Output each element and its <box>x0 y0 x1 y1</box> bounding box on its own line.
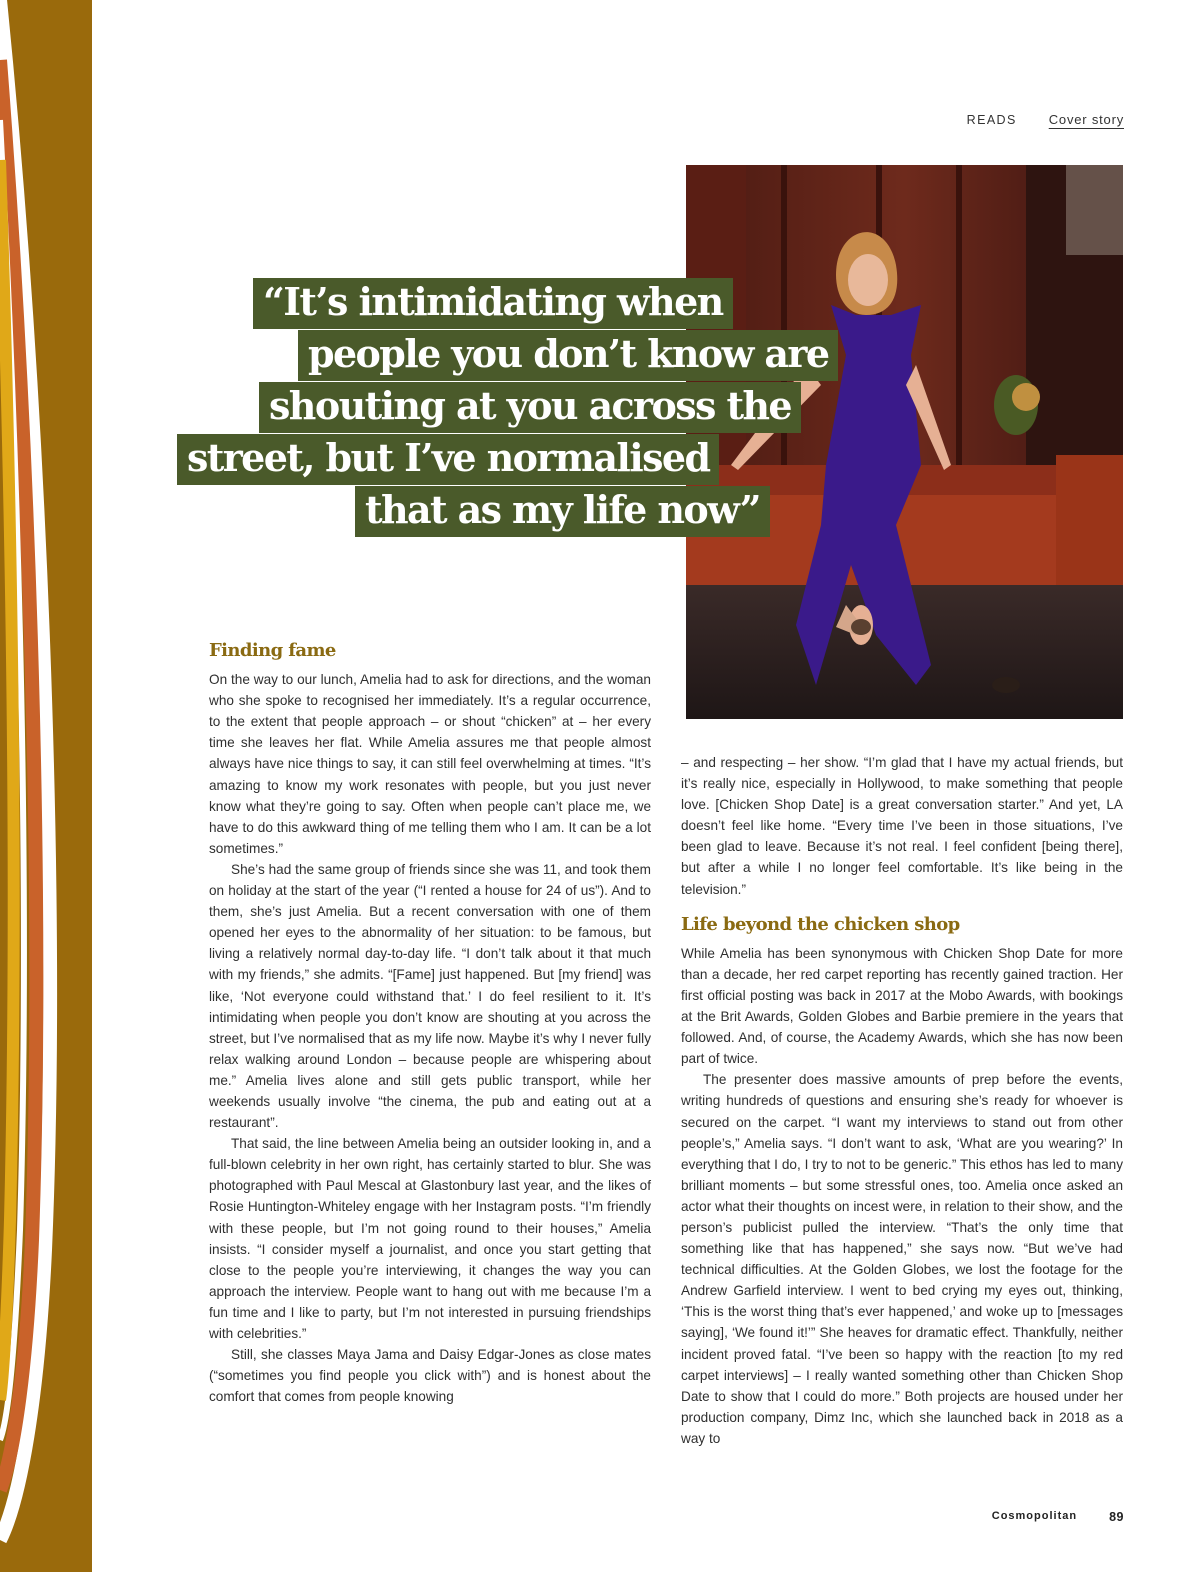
section-heading-life-beyond: Life beyond the chicken shop <box>681 913 960 935</box>
pull-quote-line-5: that as my life now” <box>355 486 770 537</box>
paragraph: – and respecting – her show. “I’m glad that I have my actual friends, but it’s really nice, especially in Hollywood, to make something that people love. [Chicken Shop Date] is a great conversation starter.” And yet, LA doesn’t feel like home. “Every time I’ve been in those situations, I’ve been glad to leave. Because it’s not real. I feel confident [being there], but after a while I no longer feel comfortable. It’s like being in the television.” <box>681 755 1123 897</box>
pull-quote-line-2: people you don’t know are <box>298 330 838 381</box>
paragraph: That said, the line between Amelia being an outsider looking in, and a full-blown celebrity in her own right, has certainly started to blur. She was photographed with Paul Mescal at Glastonbury last year, and the likes of Rosie Huntington-Whiteley engage with her Instagram posts. “I’m friendly with these people, but I’m not going round to their houses,” Amelia insists. “I consider myself a journalist, and once you start getting that close to the people you’re interviewing, it changes the way you can approach the interview. People want to hang out with me because I’m a fun time and I like to party, but I’m not interested in pursuing friendships with celebrities.” <box>209 1136 651 1341</box>
article-column-right <box>681 752 1123 1449</box>
page-number: 89 <box>1109 1510 1124 1524</box>
pull-quote-line-1: “It’s intimidating when <box>253 278 733 329</box>
pull-quote-line-3: shouting at you across the <box>259 382 801 433</box>
article-column-left <box>209 640 651 1407</box>
paragraph: Still, she classes Maya Jama and Daisy Edgar-Jones as close mates (“sometimes you find people you click with”) and is honest about the comfort that comes from people knowing <box>209 1347 651 1405</box>
pull-quote-line-4: street, but I’ve normalised <box>177 434 719 485</box>
paragraph: While Amelia has been synonymous with Chicken Shop Date for more than a decade, her red carpet reporting has recently gained traction. Her first official posting was back in 2017 at the Mobo Awards, with bookings at the Brit Awards, Golden Globes and Barbie premiere in the years that followed. And, of course, the Academy Awards, which she has now been part of twice. <box>681 945 1123 1067</box>
section-heading-finding-fame: Finding fame <box>209 640 336 661</box>
page-footer <box>992 1510 1124 1524</box>
paragraph: On the way to our lunch, Amelia had to ask for directions, and the woman who she spoke to recognised her immediately. It’s a regular occurrence, to the extent that people approach – or shout “chicken” at – her every time she leaves her flat. While Amelia assures me that people almost always have nice things to say, it can still feel overwhelming at times. “It’s amazing to know my work resonates with people, but you just never know what they’re going to say. Often when people can’t place me, we have to do this awkward thing of me telling them who I am. It can be a lot sometimes.” <box>209 672 651 856</box>
magazine-name: Cosmopolitan <box>991 1510 1078 1522</box>
section-header <box>967 112 1124 127</box>
decorative-stripes <box>0 0 92 1572</box>
subsection-label[interactable]: Cover story <box>1048 112 1124 127</box>
paragraph: The presenter does massive amounts of prep before the events, writing hundreds of questions and ensuring she’s ready for whoever is secured on the carpet. “I want my interviews to stand out from other people’s,” Amelia says. “I don’t want to ask, ‘What are you wearing?’ In everything that I do, I try to not to be generic.” This ethos has led to many brilliant moments – but some stressful ones, too. Amelia once asked an actor what their thoughts on incest were, in relation to their show, and the person’s publicist pulled the interview. “That’s the only time that something like that has happened,” she says now. “But we’ve had technical difficulties. At the Golden Globes, we lost the footage for the Andrew Garfield interview. I went to bed crying my eyes out, thinking, ‘This is the worst thing that’s ever happened,’ and woke up to [messages saying], ‘We found it!’” She heaves for dramatic effect. Thankfully, neither incident proved fatal. “I’ve been so happy with the reaction [to my red carpet interviews] – I really wanted something other than Chicken Shop Date to show that I could do more.” Both projects are housed under her production company, Dimz Inc, which she launched back in 2018 as a way to <box>681 1072 1123 1446</box>
section-label: READS <box>966 113 1017 127</box>
paragraph: She’s had the same group of friends since she was 11, and took them on holiday at the start of the year (“I rented a house for 24 of us”). And to them, she’s just Amelia. But a recent conversation with one of them opened her eyes to the abnormality of her situation: to be famous, but living a relatively normal day-to-day life. “I don’t talk about it that much with my friends,” she admits. “[Fame] just happened. But [my friend] was like, ‘Not everyone could withstand that.’ I do feel resilient to it. It’s intimidating when people you don’t know are shouting at you across the street, but I’ve normalised that as my life now. Maybe it’s why I never fully relax walking around London – because people are whispering about me.” Amelia lives alone and still gets public transport, while her weekends usually involve “the cinema, the pub and eating out at a restaurant”. <box>209 861 651 1131</box>
cover-photo <box>686 165 1123 719</box>
